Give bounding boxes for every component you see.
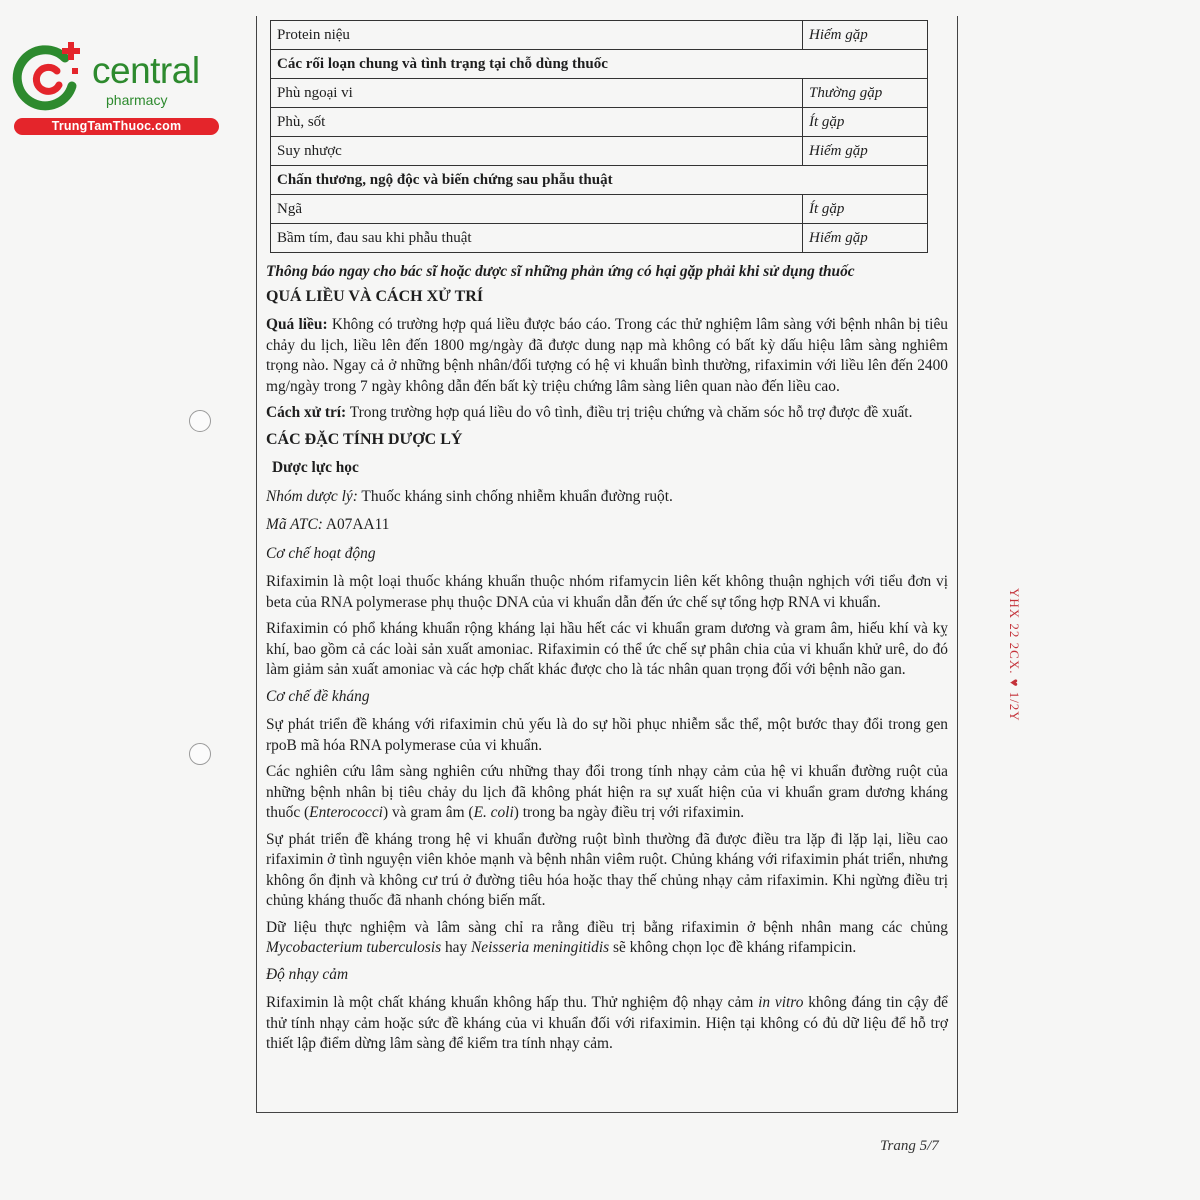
treatment-label: Cách xử trí: bbox=[266, 404, 347, 421]
group-label: Chấn thương, ngộ độc và biến chứng sau phẫu thuật bbox=[271, 166, 928, 195]
mechanism-heading: Cơ chế hoạt động bbox=[266, 544, 376, 562]
overdose-heading: QUÁ LIỀU VÀ CÁCH XỬ TRÍ bbox=[266, 287, 484, 305]
resistance-p2-part-b: ) và gram âm ( bbox=[382, 804, 474, 821]
resistance-heading: Cơ chế đề kháng bbox=[266, 687, 370, 705]
resistance-p4-part-b: hay bbox=[441, 939, 472, 956]
effect-label: Suy nhược bbox=[271, 137, 803, 166]
adverse-effects-table bbox=[270, 20, 928, 253]
frequency-value: Ít gặp bbox=[803, 108, 928, 137]
overdose-paragraph bbox=[266, 315, 948, 397]
warning-notice: Thông báo ngay cho bác sĩ hoặc dược sĩ những phản ứng có hại gặp phải khi sử dụng thuốc bbox=[266, 263, 855, 280]
handwritten-stamp bbox=[1002, 588, 1028, 738]
pharmacodynamics-heading: Dược lực học bbox=[272, 459, 359, 476]
treatment-text: Trong trường hợp quá liều do vô tình, điều trị triệu chứng và chăm sóc hỗ trợ được đề xuất. bbox=[349, 404, 913, 421]
ecoli-term: E. coli bbox=[473, 804, 514, 821]
sensitivity-paragraph bbox=[266, 993, 948, 1055]
punch-hole-lower bbox=[189, 743, 211, 765]
sensitivity-heading: Độ nhạy cảm bbox=[266, 965, 349, 983]
sensitivity-part-b: không đáng tin cậy để thử tính nhạy cảm hoặc sức đề kháng của vi khuẩn đối với rifaximin. Hiện tại không có đủ dữ liệu để hỗ trợ thiết lập điểm dừng lâm sàng để kiểm tra tính nhạy cảm. bbox=[266, 994, 948, 1052]
resistance-p2-part-a: Các nghiên cứu lâm sàng nghiên cứu những thay đổi trong tính nhạy cảm của hệ vi khuẩn đường ruột của những bệnh nhân bị tiêu chảy du lịch đã không phát hiện ra sự xuất hiện của vi khuẩn gram dương kháng thuốc ( bbox=[266, 763, 948, 821]
resistance-paragraph-3: Sự phát triển đề kháng trong hệ vi khuẩn đường ruột bình thường đã được điều tra lặp đi lặp lại, liều cao rifaximin ở tình nguyện viên khỏe mạnh và bệnh nhân viêm ruột. Chủng kháng với rifaximin phát triển, nhưng không ổn định và không cư trú ở đường tiêu hóa hoặc thay thế chủng nhạy cảm rifaximin. Khi ngừng điều trị chủng kháng thuốc đã nhanh chóng biến mất. bbox=[266, 830, 949, 909]
neisseria-term: Neisseria meningitidis bbox=[471, 939, 610, 956]
table-row bbox=[271, 137, 928, 166]
central-pharmacy-logo bbox=[10, 38, 215, 138]
effect-label: Phù ngoại vi bbox=[271, 79, 803, 108]
sensitivity-part-a: Rifaximin là một chất kháng khuẩn không hấp thu. Thử nghiệm độ nhạy cảm bbox=[266, 994, 759, 1011]
resistance-p4-part-c: sẽ không chọn lọc đề kháng rifampicin. bbox=[609, 939, 857, 956]
enterococci-term: Enterococci bbox=[309, 804, 383, 821]
pharma-group-text: Thuốc kháng sinh chống nhiễm khuẩn đường ruột. bbox=[361, 487, 673, 505]
atc-code-line bbox=[266, 515, 948, 536]
stamp-text: YHX 22 2CX. ♥ 1/2Y bbox=[1007, 588, 1022, 722]
frequency-value: Hiếm gặp bbox=[803, 21, 928, 50]
treatment-paragraph bbox=[266, 403, 948, 424]
page-number: Trang 5/7 bbox=[880, 1138, 939, 1154]
effect-label: Ngã bbox=[271, 195, 803, 224]
resistance-p4-part-a: Dữ liệu thực nghiệm và lâm sàng chỉ ra rằng điều trị bằng rifaximin ở bệnh nhân mang các chủng bbox=[266, 918, 948, 936]
logo-website: TrungTamThuoc.com bbox=[14, 118, 219, 135]
frequency-value: Thường gặp bbox=[803, 79, 928, 108]
punch-hole-upper bbox=[189, 410, 211, 432]
table-row bbox=[271, 195, 928, 224]
table-row bbox=[271, 79, 928, 108]
resistance-p2-part-c: ) trong ba ngày điều trị với rifaximin. bbox=[513, 804, 745, 821]
logo-mark-icon bbox=[10, 38, 90, 118]
in-vitro-term: in vitro bbox=[758, 994, 804, 1011]
mycobacterium-term: Mycobacterium tuberculosis bbox=[266, 939, 442, 956]
frequency-value: Hiếm gặp bbox=[803, 224, 928, 253]
overdose-label: Quá liều: bbox=[266, 316, 328, 333]
frequency-value: Hiếm gặp bbox=[803, 137, 928, 166]
document-body bbox=[266, 262, 948, 1061]
table-row bbox=[271, 224, 928, 253]
logo-subtitle: pharmacy bbox=[106, 92, 168, 108]
pharma-group-label: Nhóm dược lý: bbox=[266, 487, 358, 505]
frequency-value: Ít gặp bbox=[803, 195, 928, 224]
group-label: Các rối loạn chung và tình trạng tại chỗ dùng thuốc bbox=[271, 50, 928, 79]
table-group-row bbox=[271, 50, 928, 79]
mechanism-paragraph-2: Rifaximin có phổ kháng khuẩn rộng kháng lại hầu hết các vi khuẩn gram dương và gram âm, hiếu khí và kỵ khí, bao gồm cả các loài sản xuất amoniac. Rifaximin có thể ức chế sự phân chia của vi khuẩn khử urê, do đó làm giảm sản xuất amoniac và các hợp chất khác được cho là tác nhân quan trọng đối với bệnh não gan. bbox=[266, 620, 948, 678]
effect-label: Bầm tím, đau sau khi phẫu thuật bbox=[271, 224, 803, 253]
resistance-paragraph-4 bbox=[266, 918, 948, 959]
effect-label: Phù, sốt bbox=[271, 108, 803, 137]
pharma-heading: CÁC ĐẶC TÍNH DƯỢC LÝ bbox=[266, 430, 463, 448]
table-row bbox=[271, 108, 928, 137]
effect-label: Protein niệu bbox=[271, 21, 803, 50]
overdose-text: Không có trường hợp quá liều được báo cáo. Trong các thử nghiệm lâm sàng với bệnh nhân bị tiêu chảy du lịch, liều lên đến 1800 mg/ngày đã được dung nạp mà không có bất kỳ dấu hiệu lâm sàng nghiêm trọng nào. Ngay cả ở những bệnh nhân/đối tượng có hệ vi khuẩn bình thường, rifaximin với liều lên đến 2400 mg/ngày trong 7 ngày không dẫn đến bất kỳ triệu chứng lâm sàng liên quan nào đến liều cao. bbox=[266, 316, 948, 395]
resistance-paragraph-1: Sự phát triển đề kháng với rifaximin chủ yếu là do sự hồi phục nhiễm sắc thể, một bước thay đổi trong gen rpoB mã hóa RNA polymerase của vi khuẩn. bbox=[266, 716, 948, 754]
pharma-group-line bbox=[266, 487, 948, 508]
mechanism-paragraph-1: Rifaximin là một loại thuốc kháng khuẩn thuộc nhóm rifamycin liên kết không thuận nghịch với tiểu đơn vị beta của RNA polymerase phụ thuộc DNA của vi khuẩn dẫn đến ức chế sự tổng hợp RNA vi khuẩn. bbox=[266, 573, 948, 611]
resistance-paragraph-2 bbox=[266, 762, 948, 824]
atc-label: Mã ATC: bbox=[266, 516, 323, 533]
atc-code: A07AA11 bbox=[325, 516, 390, 533]
table-group-row bbox=[271, 166, 928, 195]
table-row bbox=[271, 21, 928, 50]
logo-name: central bbox=[92, 50, 200, 91]
